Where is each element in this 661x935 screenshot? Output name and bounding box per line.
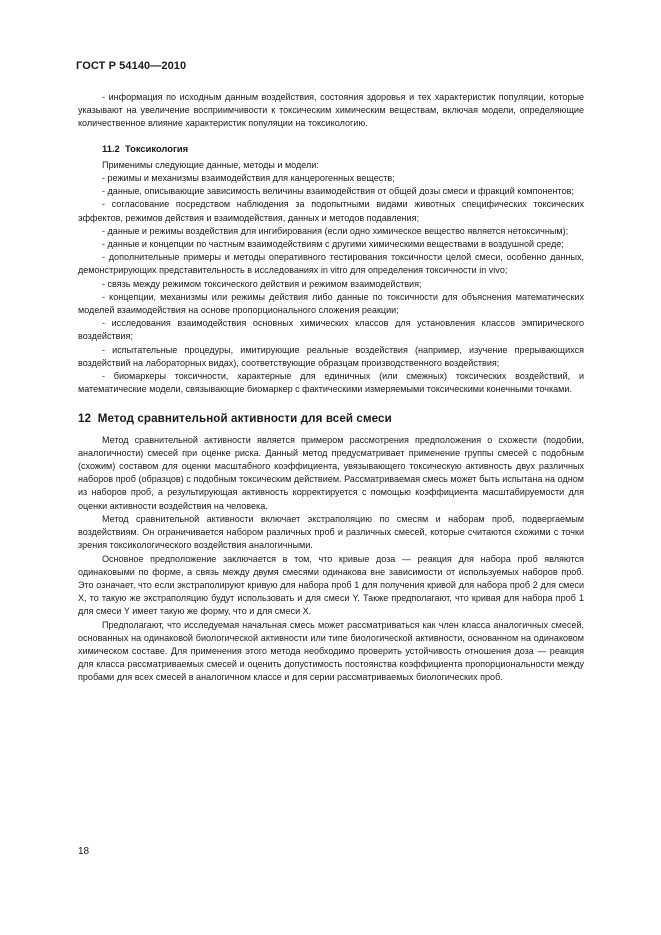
list-item: - данные, описывающие зависимость величины взаимодействия от общей дозы смеси и фракций компонентов;: [102, 186, 574, 197]
list-item: - концепции, механизмы или режимы действия либо данные по токсичности для объяснения математических моделей взаимодействия на основе пропорционального сложения реакции;: [78, 291, 584, 316]
list-item: - связь между режимом токсического действия и режимом взаимодействия;: [102, 278, 422, 289]
section-paragraph: Метод сравнительной активности включает экстраполяцию по смесям и наборам проб, подвергаемым воздействиям. Он ограничивается набором различных проб и различных смесей, которые считаются схожими с точки зрения токсикологического воздействия аналогичными.: [78, 513, 584, 551]
list-item: - исследования взаимодействия основных химических классов для установления классов эмпирического воздействия;: [78, 318, 584, 342]
subsection-lead: Применимы следующие данные, методы и модели:: [102, 159, 319, 170]
page-body: [78, 91, 584, 685]
intro-bullet: - информация по исходным данным воздействия, состояния здоровья и тех характеристик популяции, которые указывают на увеличение восприимчивости к токсическим химическим веществам, включая модели, определяющие количественное влияние характеристик популяции на токсикологию.: [78, 92, 584, 129]
list-item: - режимы и механизмы взаимодействия для канцерогенных веществ;: [102, 173, 395, 184]
list-item: - данные и концепции по частным взаимодействиям с другими химическими веществами в воздушной среде;: [102, 239, 564, 250]
list-item: - биомаркеры токсичности, характерные для единичных (или смежных) токсических воздействий, и математические модели, связывающие биомаркер с фактическими измеряемыми токсическими конечными точками.: [78, 371, 584, 395]
list-item: - дополнительные примеры и методы оперативного тестирования токсичности целой смеси, особенно данных, демонстрирующих представительность в исследованиях in vitro для определения токсичности in vivo;: [78, 252, 584, 276]
page-number: 18: [78, 846, 90, 857]
section-paragraph: Основное предположение заключается в том, что кривые доза — реакция для набора проб являются одинаковыми по форме, а связь между двумя смесями одинакова вне зависимости от используемых наборов проб. Это означает, что если экстраполируют кривую для набора проб 1 для получения кривой для набора проб 2 для смеси X, то такую же экстраполяцию будут использовать и для смеси Y. Также предполагают, что кривая для набора проб 1 для смеси Y имеет такую же форму, что и для смеси X.: [78, 553, 584, 617]
list-item: - данные и режимы воздействия для ингибирования (если одно химическое вещество является нетоксичным);: [102, 225, 569, 236]
section-number: 12: [78, 412, 92, 426]
list-item: - согласование посредством наблюдения за подопытными видами животных специфических токсических эффектов, режимов действия и взаимодействия, данных и методов подавления;: [78, 199, 584, 223]
section-paragraph: Метод сравнительной активности является примером рассмотрения предположения о схожести (подобии, аналогичности) смесей при оценке риска. Данный метод предусматривает применение группы смесей с подобным (схожим) составом для оценки масштабного коэффициента, увязывающего токсическую активность двух различных наборов проб (образцов) с подобным токсическим действием. Рассматриваемая смесь может быть испытана на одном из наборов проб, а результирующая активность корректируется с помощью коэффициента масштабируемости для оценки активности воздействия на человека.: [78, 434, 584, 511]
section-paragraph: Предполагают, что исследуемая начальная смесь может рассматриваться как член класса аналогичных смесей, основанных на одинаковой биологической активности или типе биологической активности, основанном на одинаковом химическом составе. Для применения этого метода необходимо проверить устойчивость отношения доза — реакция для класса рассматриваемых смесей и оценить допустимость постоянства коэффициента пропорциональности между пробами для всех смесей в аналогичном классе и для серии рассматриваемых биологических проб.: [78, 619, 584, 683]
list-item: - испытательные процедуры, имитирующие реальные воздействия (например, изучение прерывающихся воздействий на лабораторных видах), соответствующие образцам производственного воздействия;: [78, 344, 584, 368]
section-title: Метод сравнительной активности для всей смеси: [97, 412, 392, 426]
subsection-heading: [102, 142, 584, 155]
section-heading: [78, 412, 584, 425]
document-header: ГОСТ Р 54140—2010: [76, 60, 187, 72]
subsection-title: Токсикология: [124, 142, 189, 154]
subsection-number: 11.2: [102, 142, 120, 154]
